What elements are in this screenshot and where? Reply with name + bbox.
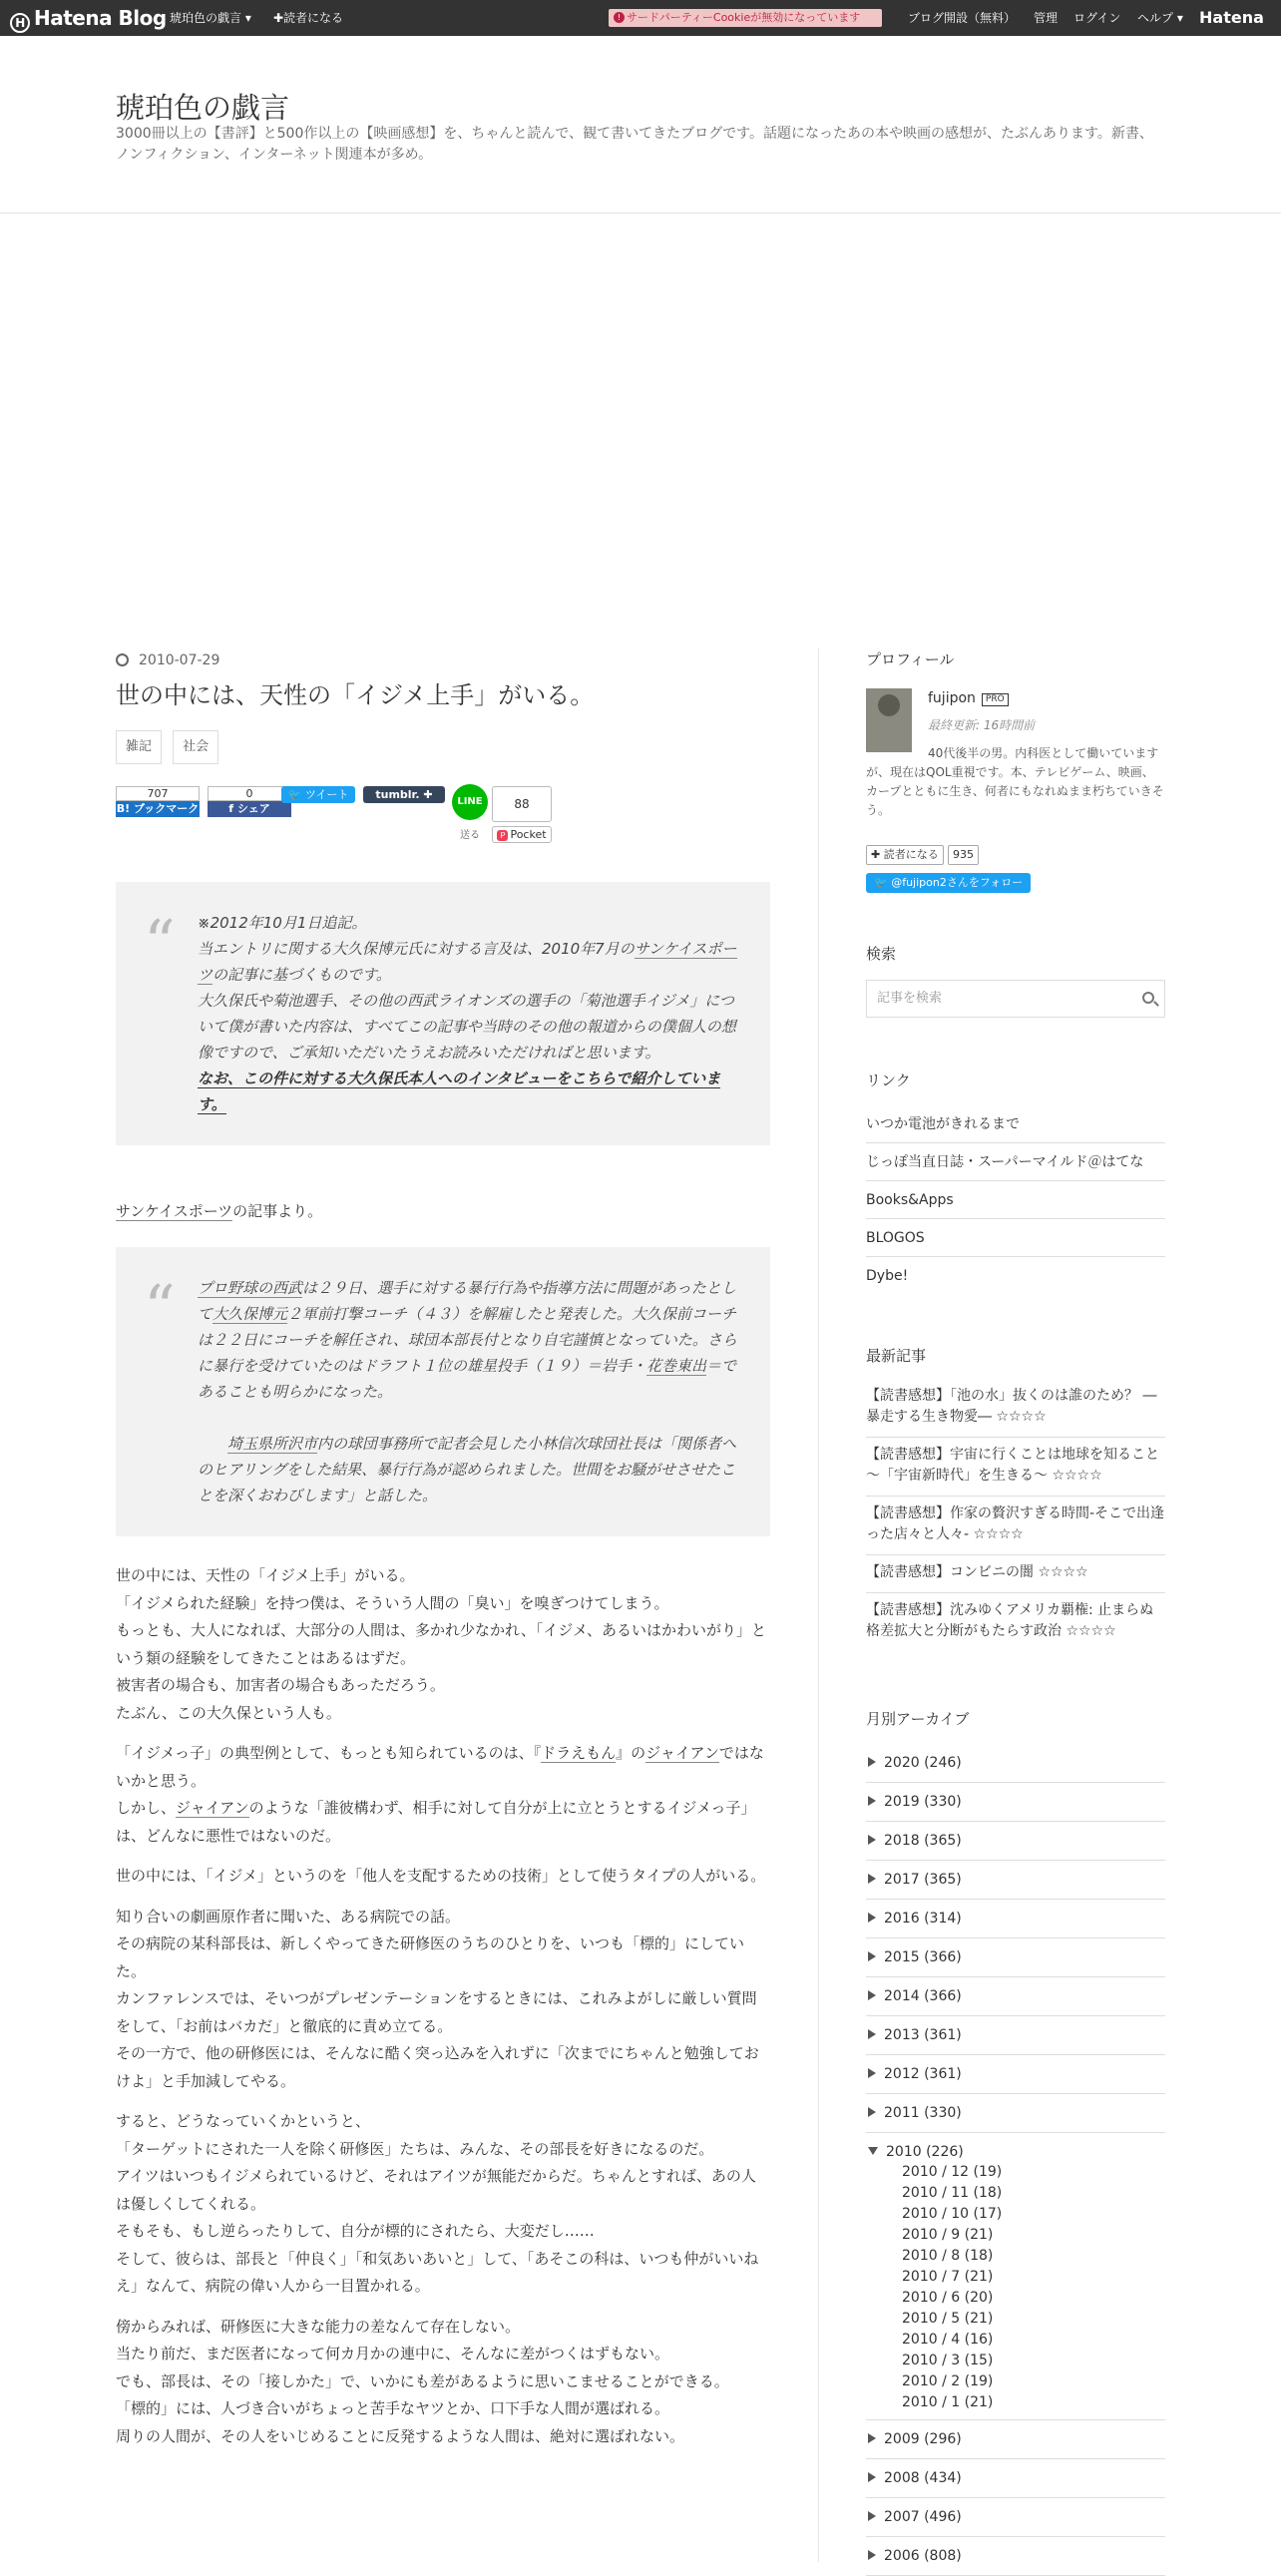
profile-heading: プロフィール <box>866 650 955 668</box>
hatena-blog-logo[interactable]: H Hatena Blog <box>10 7 167 33</box>
expand-triangle-icon[interactable] <box>868 2511 876 2521</box>
clock-icon <box>116 653 129 666</box>
sidebar-link[interactable]: BLOGOS <box>866 1219 1165 1257</box>
profile-description: 40代後半の男。内科医として働いていますが、現在はQOL重視です。本、テレビゲーム、映画、カープとともに生き、何者にもなれぬまま朽ちていきそう。 <box>866 746 1164 817</box>
archive-year[interactable]: 2007 (496) <box>866 2498 1165 2537</box>
archive-list <box>866 1744 1165 2576</box>
archive-year[interactable]: 2016 (314) <box>866 1900 1165 1938</box>
recent-entry[interactable]: 【読書感想】沈みゆくアメリカ覇権: 止まらぬ格差拡大と分断がもたらす政治 ☆☆☆☆ <box>866 1602 1154 1639</box>
expand-triangle-icon[interactable] <box>868 1913 876 1923</box>
entry-date[interactable]: 2010-07-29 <box>116 648 770 672</box>
archive-month[interactable]: 2010 / 10 (17) <box>902 2206 1003 2222</box>
facebook-label: f シェア <box>208 801 291 817</box>
help-menu[interactable]: ヘルプ ▾ <box>1137 11 1183 25</box>
editor-note-quote: “ ※2012年10月1日追記。 当エントリに関する大久保博元氏に対する言及は、2010年7月のサンケイスポーツの記事に基づくものです。 大久保氏や菊池選手、その他の西武ライオンズの選手の「菊池選手イジメ」について僕が書いた内容は、すべてこの記事や当時のその他の報道からの僕個人の想像ですので、ご承知いただいたうえお読みいただければと思います。 なお、この件に対する大久保氏本人へのインタビューをこちらで紹介しています。 <box>116 882 770 1145</box>
expand-triangle-icon[interactable] <box>868 1796 876 1806</box>
expand-triangle-icon[interactable] <box>868 2472 876 2482</box>
category-tag[interactable]: 社会 <box>173 730 218 764</box>
twitter-icon: 🐦 <box>874 876 892 889</box>
links-list <box>866 1105 1165 1295</box>
archive-heading: 月別アーカイブ <box>866 1710 970 1728</box>
blog-title[interactable]: 琥珀色の戯言 <box>116 91 290 125</box>
archive-year-open[interactable]: 2010 (226) <box>866 2133 1165 2172</box>
news-quote: “ プロ野球の西武は２９日、選手に対する暴行行為や指導方法に問題があったとして大久保博元２軍前打撃コーチ（４３）を解雇したと発表した。大久保前コーチは２２日にコーチを解任され、球団本部長付となり自宅謹慎となっていた。さらに暴行を受けていたのはドラフト１位の雄星投手（１９）＝岩手・花巻東出＝であることも明らかになった。 埼玉県所沢市内の球団事務所で記者会見した小林信次球団社長は「関係者へのヒアリングをした結果、暴行行為が認められました。世間をお騒がせさせたことを深くおわびします」と話した。 <box>116 1247 770 1536</box>
twitter-icon: 🐦 <box>287 788 305 801</box>
expand-triangle-icon[interactable] <box>868 2107 876 2117</box>
archive-month[interactable]: 2010 / 6 (20) <box>902 2290 994 2306</box>
sidebar-link[interactable]: いつか電池がきれるまで <box>866 1105 1165 1143</box>
blog-header <box>0 36 1281 214</box>
recent-heading: 最新記事 <box>866 1347 927 1365</box>
archive-year[interactable]: 2011 (330) <box>866 2094 1165 2133</box>
archive-month[interactable]: 2010 / 4 (16) <box>902 2332 994 2348</box>
avatar[interactable] <box>866 688 912 752</box>
sidebar-link[interactable]: Dybe! <box>866 1268 909 1284</box>
search-icon[interactable] <box>1142 992 1154 1004</box>
archive-month[interactable]: 2010 / 5 (21) <box>902 2311 994 2327</box>
expand-triangle-icon[interactable] <box>868 2550 876 2560</box>
keyword-link[interactable]: ドラえもん <box>541 1744 617 1762</box>
search-input[interactable]: 記事を検索 <box>866 980 1165 1018</box>
archive-month[interactable]: 2010 / 11 (18) <box>902 2185 1003 2201</box>
hatena-link[interactable]: Hatena <box>1199 8 1264 27</box>
hatena-bookmark-button[interactable] <box>116 786 200 817</box>
expand-triangle-icon[interactable] <box>868 1835 876 1845</box>
archive-month[interactable]: 2010 / 3 (15) <box>902 2353 994 2368</box>
cookie-notice[interactable]: ! サードパーティーCookieが無効になっています <box>609 9 882 27</box>
archive-month[interactable]: 2010 / 12 (19) <box>902 2164 1003 2180</box>
login-link[interactable]: ログイン <box>1073 11 1121 25</box>
facebook-share-button[interactable] <box>208 786 291 817</box>
global-header <box>0 0 1281 36</box>
archive-month[interactable]: 2010 / 2 (19) <box>902 2373 994 2389</box>
recent-entries <box>866 1379 1165 1651</box>
archive-year[interactable]: 2014 (366) <box>866 1977 1165 2016</box>
quote-mark-icon: “ <box>144 1271 176 1344</box>
subscriber-count: 935 <box>948 845 979 865</box>
links-heading: リンク <box>866 1072 911 1089</box>
expand-triangle-icon[interactable] <box>868 2433 876 2443</box>
keyword-link[interactable]: 埼玉県所沢市 <box>227 1435 318 1453</box>
entry-body: 世の中には、天性の「イジメ上手」がいる。 「イジメられた経験」を持つ僕は、そういう人間の「臭い」を嗅ぎつけてしまう。 もっとも、大人になれば、大部分の人間は、多かれ少なかれ、「イジメ、あるいはかわいがり」という類の経験をしてきたことはあるはずだ。 被害者の場合も、加害者の場合もあっただろう。 たぶん、この大久保という人も。 「イジメっ子」の典型例として、もっとも知られているのは、『ドラえもん』のジャイアンではないかと思う。 しかし、ジャイアンのような「誰彼構わず、相手に対して自分が上に立とうとするイジメっ子」は、どんなに悪性ではないのだ。 世の中には、「イジメ」というのを「他人を支配するための技術」として使うタイプの人がいる。 知り合いの劇画原作者に聞いた、ある病院での話。 その病院の某科部長は、新しくやってきた研修医のうちのひとりを、いつも「標的」にしていた。 カンファレンスでは、そいつがプレゼンテーションをするときには、これみよがしに厳しい質問をして、「お前はバカだ」と徹底的に責め立てる。 その一方で、他の研修医には、そんなに酷く突っ込みを入れずに「次までにちゃんと勉強しておけよ」と手加減してやる。 すると、どうなっていくかというと、 「ターゲットにされた一人を除く研修医」たちは、みんな、その部長を好きになるのだ。 アイツはいつもイジメられているけど、それはアイツが無能だからだ。ちゃんとすれば、あの人は優しくしてくれる。 そもそも、もし逆らったりして、自分が標的にされたら、大変だし…… そして、彼らは、部長と「仲良く」「和気あいあいと」して、「あそこの科は、いつも仲がいいねえ」なんて、病院の偉い人から一目置かれる。 傍からみれば、研修医に大きな能力の差なんて存在しない。 当たり前だ、まだ医者になって何カ月かの連中に、そんなに差がつくはずもない。 でも、部長は、その「接しかた」で、いかにも差があるように思いこませることができる。 「標的」には、人づき合いがちょっと苦手なヤツとか、口下手な人間が選ばれる。 周りの人間が、その人をいじめることに反発するような人間は、絶対に選ばれない。 <box>116 1566 767 2445</box>
bookmark-count: 707 <box>116 786 200 801</box>
pocket-button[interactable]: P Pocket <box>492 826 552 843</box>
tumblr-button[interactable]: tumblr. ✚ <box>363 786 445 803</box>
sankei-sports-link[interactable]: サンケイスポーツ <box>116 1202 233 1220</box>
source-line: サンケイスポーツの記事より。 <box>116 1202 323 1220</box>
share-buttons <box>116 786 770 870</box>
entry-categories <box>116 730 770 766</box>
open-blog-link[interactable]: ブログ開設（無料） <box>908 11 1017 25</box>
sidebar <box>866 648 1165 2564</box>
keyword-link[interactable]: ジャイアン <box>645 1744 719 1762</box>
hatena-logo-icon: H <box>10 13 30 33</box>
twitter-follow-button[interactable]: 🐦 @fujipon2さんをフォロー <box>866 873 1031 893</box>
quote-mark-icon: “ <box>144 906 176 979</box>
tweet-button[interactable]: 🐦 ツイート <box>281 786 355 803</box>
keyword-link[interactable]: 花巻東出 <box>646 1357 707 1375</box>
sankei-link[interactable]: サンケイスポーツ <box>198 940 737 984</box>
archive-months <box>866 2162 1165 2420</box>
line-send-label[interactable]: 送る <box>460 830 480 841</box>
archive-month[interactable]: 2010 / 1 (21) <box>902 2394 994 2410</box>
facebook-count: 0 <box>208 786 291 801</box>
subscribe-button[interactable]: ✚ 読者になる <box>866 845 944 865</box>
pocket-icon: P <box>497 830 508 841</box>
archive-year[interactable]: 2015 (366) <box>866 1938 1165 1977</box>
sidebar-link[interactable]: じっぽ当直日誌・スーパーマイルド＠はてな <box>866 1143 1165 1181</box>
interview-link[interactable]: なお、この件に対する大久保氏本人へのインタビューをこちらで紹介しています。 <box>198 1070 721 1113</box>
search-heading: 検索 <box>866 945 897 963</box>
last-update: 最終更新: 16時間前 <box>928 718 1036 732</box>
sidebar-link[interactable]: Books&Apps <box>866 1181 1165 1219</box>
archive-month[interactable]: 2010 / 8 (18) <box>902 2248 994 2264</box>
expand-triangle-icon[interactable] <box>868 1757 876 1767</box>
entry <box>116 648 770 2450</box>
recent-entry[interactable]: 【読書感想】コンビニの闇 ☆☆☆☆ <box>866 1555 1165 1593</box>
pocket-count: 88 <box>492 786 552 822</box>
recent-entry[interactable]: 【読書感想】作家の贅沢すぎる時間-そこで出逢った店々と人々- ☆☆☆☆ <box>866 1497 1165 1555</box>
info-icon: ! <box>614 12 625 23</box>
archive-month[interactable]: 2010 / 9 (21) <box>902 2227 994 2243</box>
recent-entry[interactable]: 【読書感想】「池の水」抜くのは誰のため？ ―暴走する生き物愛― ☆☆☆☆ <box>866 1379 1165 1438</box>
category-tag[interactable]: 雑記 <box>116 730 162 764</box>
collapse-triangle-icon[interactable] <box>868 2147 878 2155</box>
bookmark-label: B! ブックマーク <box>116 802 200 815</box>
recent-entry[interactable]: 【読書感想】宇宙に行くことは地球を知ること～「宇宙新時代」を生きる～ ☆☆☆☆ <box>866 1438 1165 1497</box>
expand-triangle-icon[interactable] <box>868 1874 876 1884</box>
blog-menu[interactable]: 琥珀色の戯言 ▾ <box>170 11 251 25</box>
blog-description: 3000冊以上の【書評】と500作以上の【映画感想】を、ちゃんと読んで、観て書いてきたブログです。話題になったあの本や映画の感想が、たぶんあります。新書、ノンフィクション、インターネット関連本が多め。 <box>116 126 1153 163</box>
expand-triangle-icon[interactable] <box>868 2068 876 2078</box>
archive-year[interactable]: 2020 (246) <box>866 1744 1165 1783</box>
archive-year[interactable]: 2013 (361) <box>866 2016 1165 2055</box>
archive-year[interactable]: 2018 (365) <box>866 1822 1165 1861</box>
manage-link[interactable]: 管理 <box>1034 11 1059 25</box>
archive-year[interactable]: 2019 (330) <box>866 1783 1165 1822</box>
keyword-link[interactable]: プロ野球の西武 <box>198 1279 303 1297</box>
archive-year[interactable]: 2009 (296) <box>866 2420 1165 2459</box>
line-button[interactable]: LINE <box>452 784 488 820</box>
keyword-link[interactable]: ジャイアン <box>176 1799 249 1817</box>
expand-triangle-icon[interactable] <box>868 1990 876 2000</box>
profile-username[interactable]: fujipon <box>928 690 976 706</box>
entry-title[interactable]: 世の中には、天性の「イジメ上手」がいる。 <box>116 681 595 709</box>
column-divider <box>818 648 819 2562</box>
keyword-link[interactable]: 大久保博元 <box>213 1305 288 1323</box>
pro-badge: PRO <box>982 693 1009 706</box>
archive-month[interactable]: 2010 / 7 (21) <box>902 2269 994 2285</box>
expand-triangle-icon[interactable] <box>868 2029 876 2039</box>
expand-triangle-icon[interactable] <box>868 1951 876 1961</box>
archive-year[interactable]: 2017 (365) <box>866 1861 1165 1900</box>
archive-year[interactable]: 2012 (361) <box>866 2055 1165 2094</box>
archive-year[interactable]: 2006 (808) <box>866 2537 1165 2576</box>
subscribe-link[interactable]: ✚読者になる <box>273 11 344 25</box>
archive-year[interactable]: 2008 (434) <box>866 2459 1165 2498</box>
